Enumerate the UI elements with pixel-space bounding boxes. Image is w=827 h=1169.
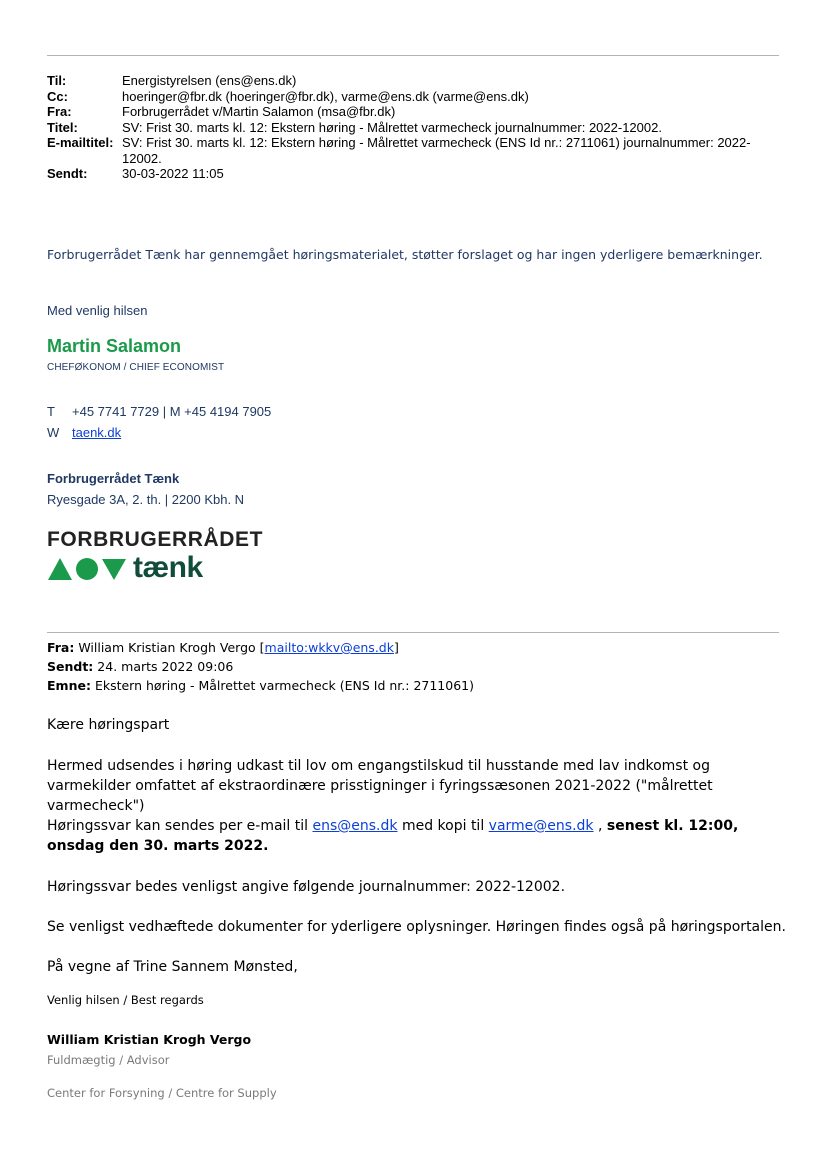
header-row-title bbox=[47, 120, 779, 136]
regards: Venlig hilsen / Best regards bbox=[47, 993, 204, 1007]
web-link[interactable]: taenk.dk bbox=[72, 425, 122, 440]
header-key: E-mailtitel: bbox=[47, 135, 114, 150]
header-row-email-title bbox=[47, 135, 779, 166]
ens-email-link[interactable]: ens@ens.dk bbox=[312, 818, 398, 834]
header-value: 30-03-2022 11:05 bbox=[122, 166, 224, 181]
header-row-cc bbox=[47, 89, 779, 105]
fwd-from-name: William Kristian Krogh Vergo bbox=[78, 640, 256, 655]
fwd-sent-line bbox=[47, 657, 474, 676]
header-row-from bbox=[47, 104, 779, 120]
fwd-sent-value: 24. marts 2022 09:06 bbox=[97, 659, 234, 674]
fwd-signature-title: Fuldmægtig / Advisor bbox=[47, 1053, 170, 1067]
paragraph-4: Se venligst vedhæftede dokumenter for yderligere oplysninger. Høringen findes også på høringsportalen. bbox=[47, 919, 786, 935]
forward-divider bbox=[47, 632, 779, 633]
company-logo bbox=[47, 528, 263, 583]
paragraph-5: På vegne af Trine Sannem Mønsted, bbox=[47, 959, 298, 975]
paragraph-3: Høringssvar bedes venligst angive følgende journalnummer: 2022-12002. bbox=[47, 879, 566, 895]
header-key: Cc: bbox=[47, 88, 68, 104]
email-header bbox=[47, 73, 779, 182]
fwd-signature-name: William Kristian Krogh Vergo bbox=[47, 1032, 252, 1047]
org-name: Forbrugerrådet Tænk bbox=[47, 471, 180, 486]
phone-label: T bbox=[47, 404, 55, 419]
header-value: hoeringer@fbr.dk (hoeringer@fbr.dk), varme@ens.dk (varme@ens.dk) bbox=[122, 88, 529, 104]
signature-title: CHEFØKONOM / CHIEF ECONOMIST bbox=[47, 362, 225, 373]
header-key: Fra: bbox=[47, 104, 72, 119]
reply-message: Forbrugerrådet Tænk har gennemgået høringsmaterialet, støtter forslaget og har ingen yderligere bemærkninger. bbox=[47, 247, 763, 262]
phone-numbers: +45 7741 7729 | M +45 4194 7905 bbox=[72, 404, 272, 419]
header-value: Energistyrelsen (ens@ens.dk) bbox=[122, 73, 297, 88]
contact-block bbox=[47, 401, 271, 443]
fwd-from-mailto-link[interactable]: mailto:wkkv@ens.dk bbox=[264, 640, 394, 655]
logo-bottom-row bbox=[47, 553, 263, 583]
web-line bbox=[47, 422, 271, 443]
org-address: Ryesgade 3A, 2. th. | 2200 Kbh. N bbox=[47, 492, 245, 507]
paragraph-2 bbox=[47, 816, 787, 856]
fwd-subject-label: Emne: bbox=[47, 678, 91, 693]
header-value: SV: Frist 30. marts kl. 12: Ekstern høring - Målrettet varmecheck journalnummer: 2022-12002. bbox=[122, 119, 662, 135]
deadline-text: senest kl. 12:00, onsdag den 30. marts 2022. bbox=[47, 818, 739, 854]
fwd-subject-line bbox=[47, 676, 474, 695]
header-value: Forbrugerrådet v/Martin Salamon (msa@fbr.dk) bbox=[122, 104, 396, 119]
header-row-sent bbox=[47, 166, 779, 182]
p2-text-a: Høringssvar kan sendes per e-mail til bbox=[47, 818, 313, 834]
forwarded-header bbox=[47, 638, 474, 695]
logo-text-top: FORBRUGERRÅDET bbox=[47, 528, 264, 551]
logo-text-word: tænk bbox=[133, 551, 203, 584]
phone-line bbox=[47, 401, 271, 422]
logo-shapes-icon bbox=[47, 554, 127, 582]
paragraph-1: Hermed udsendes i høring udkast til lov om engangstilskud til husstande med lav indkomst og varmekilder omfattet af ekstraordinære prisstigninger i fyringssæsonen 2021-2022 ("målrettet varmecheck") bbox=[47, 758, 713, 814]
p2-text-b: med kopi til bbox=[397, 818, 489, 834]
varme-email-link[interactable]: varme@ens.dk bbox=[488, 818, 594, 834]
header-key: Til: bbox=[47, 73, 67, 88]
fwd-signature-dept: Center for Forsyning / Centre for Supply bbox=[47, 1086, 277, 1100]
top-divider bbox=[47, 55, 779, 56]
fwd-subject-value: Ekstern høring - Målrettet varmecheck (ENS Id nr.: 2711061) bbox=[94, 678, 474, 693]
fwd-sent-label: Sendt: bbox=[47, 659, 94, 674]
signature-name: Martin Salamon bbox=[47, 336, 182, 356]
p2-text-c: , bbox=[593, 818, 607, 834]
header-key: Sendt: bbox=[47, 166, 88, 181]
fwd-from-line: Fra: William Kristian Krogh Vergo [mailto:wkkv@ens.dk] bbox=[47, 640, 399, 655]
header-value: SV: Frist 30. marts kl. 12: Ekstern høring - Målrettet varmecheck (ENS Id nr.: 2711061) journalnummer: 2022-12002. bbox=[122, 135, 751, 166]
reply-greeting: Med venlig hilsen bbox=[47, 303, 148, 318]
header-key: Titel: bbox=[47, 119, 78, 135]
header-row-to bbox=[47, 73, 779, 89]
fwd-from-label: Fra: bbox=[47, 640, 75, 655]
web-label: W bbox=[47, 425, 60, 440]
salutation: Kære høringspart bbox=[47, 717, 170, 733]
